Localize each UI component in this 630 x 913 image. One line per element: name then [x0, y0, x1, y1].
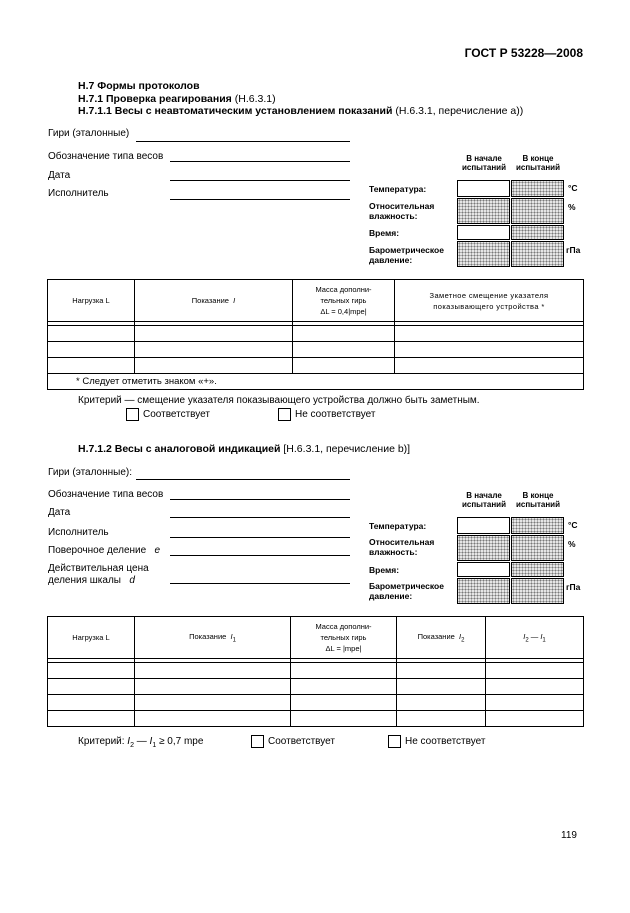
scale-type-label: Обозначение типа весов — [48, 151, 164, 162]
table-row — [48, 663, 584, 679]
table-cell[interactable] — [395, 358, 584, 374]
env2-pressure-end[interactable] — [511, 578, 564, 604]
date-label: Дата — [48, 170, 71, 181]
env2-unit-press: гПа — [566, 582, 581, 592]
table-cell[interactable] — [48, 358, 135, 374]
env2-pressure-label: Барометрическое давление: — [369, 581, 444, 601]
env2-unit-temp: °C — [568, 520, 578, 530]
scale-type2-label: Обозначение типа весов — [48, 489, 164, 500]
table-cell[interactable] — [397, 711, 486, 727]
criterion2-no-label: Не соответствует — [405, 736, 486, 747]
criterion2-yes-checkbox[interactable] — [251, 735, 264, 748]
executor2-label: Исполнитель — [48, 527, 109, 538]
weights-label: Гири (эталонные) — [48, 128, 130, 139]
env-humidity-label: Относительная влажность: — [369, 201, 435, 221]
table-row — [48, 358, 584, 374]
response-table-1 — [47, 279, 584, 390]
section-h711-title — [78, 105, 523, 118]
table-row — [48, 679, 584, 695]
table1-col-shift: Заметное смещение указателя показывающего устройства * — [395, 280, 584, 322]
section-h712-text: Н.7.1.2 Весы с аналоговой индикацией — [78, 443, 281, 455]
table-cell[interactable] — [395, 342, 584, 358]
table-cell[interactable] — [135, 663, 291, 679]
env-time-end[interactable] — [511, 225, 564, 240]
table-cell[interactable] — [395, 326, 584, 342]
criterion1-yes-label: Соответствует — [143, 409, 210, 420]
env-pressure-end[interactable] — [511, 241, 564, 267]
env-unit-press: гПа — [566, 245, 581, 255]
env-temperature-start[interactable] — [457, 180, 510, 197]
table1-col-reading: Показание I — [135, 280, 293, 322]
standard-code: ГОСТ Р 53228—2008 — [464, 46, 583, 60]
env2-temperature-label: Температура: — [369, 521, 427, 531]
env2-head-start: В начале испытаний — [461, 491, 507, 509]
env-unit-temp: °C — [568, 183, 578, 193]
env-time-start[interactable] — [457, 225, 510, 240]
table-cell[interactable] — [291, 711, 397, 727]
env-head-end: В конце испытаний — [515, 154, 561, 172]
weights-field[interactable] — [136, 141, 350, 142]
date2-field[interactable] — [170, 517, 350, 518]
table-cell[interactable] — [291, 679, 397, 695]
table-row — [48, 711, 584, 727]
weights2-label: Гири (эталонные): — [48, 467, 133, 478]
table-cell[interactable] — [135, 358, 293, 374]
table-cell[interactable] — [135, 695, 291, 711]
actual-division-symbol: d — [129, 575, 135, 586]
table-row — [48, 326, 584, 342]
env2-humidity-start[interactable] — [457, 535, 510, 561]
table-cell[interactable] — [135, 679, 291, 695]
table1-footnote: * Следует отметить знаком «+». — [48, 374, 584, 390]
criterion1-no-checkbox[interactable] — [278, 408, 291, 421]
date-field[interactable] — [170, 180, 350, 181]
criterion2-yes-label: Соответствует — [268, 736, 335, 747]
table1-col-mass: Масса дополни- тельных гирь ΔL = 0,4|mpe| — [293, 280, 395, 322]
table2-col-load: Нагрузка L — [48, 617, 135, 659]
criterion1-no-label: Не соответствует — [295, 409, 376, 420]
env-humidity-start[interactable] — [457, 198, 510, 224]
table-cell[interactable] — [48, 679, 135, 695]
env2-head-end: В конце испытаний — [515, 491, 561, 509]
page-number: 119 — [561, 830, 577, 841]
executor-label: Исполнитель — [48, 188, 109, 199]
env-time-label: Время: — [369, 228, 400, 238]
actual-division-text: деления шкалы — [48, 575, 121, 586]
env2-unit-hum: % — [568, 539, 576, 549]
table1-col-load: Нагрузка L — [48, 280, 135, 322]
section-h711-text: Н.7.1.1 Весы с неавтоматическим установлением показаний — [78, 105, 393, 117]
actual-division-label-2 — [48, 575, 135, 586]
env-pressure-label: Барометрическое давление: — [369, 245, 444, 265]
table-cell[interactable] — [48, 326, 135, 342]
table-cell[interactable] — [48, 342, 135, 358]
env2-pressure-start[interactable] — [457, 578, 510, 604]
section-h712-ref: [Н.6.3.1, перечисление b)] — [283, 443, 411, 455]
env2-temperature-start[interactable] — [457, 517, 510, 534]
verification-division-text: Поверочное деление — [48, 545, 147, 556]
table-cell[interactable] — [293, 326, 395, 342]
table-cell[interactable] — [397, 679, 486, 695]
table-cell[interactable] — [293, 358, 395, 374]
env-pressure-start[interactable] — [457, 241, 510, 267]
section-h7-title: Н.7 Формы протоколов — [78, 80, 200, 92]
actual-division-label-1: Действительная цена — [48, 563, 149, 574]
table-cell[interactable] — [291, 663, 397, 679]
table-cell[interactable] — [486, 679, 584, 695]
env-unit-hum: % — [568, 202, 576, 212]
env-head-start: В начале испытаний — [461, 154, 507, 172]
executor2-field[interactable] — [170, 537, 350, 538]
table-cell[interactable] — [135, 326, 293, 342]
verification-division-label — [48, 545, 160, 556]
criterion2-text: Критерий: $I_2$ — $I_1 \ge 0,7$ mpe — [78, 736, 204, 749]
table-cell[interactable] — [397, 695, 486, 711]
table-cell[interactable] — [397, 663, 486, 679]
env-temperature-end[interactable] — [511, 180, 564, 197]
section-h711-ref: (Н.6.3.1, перечисление а)) — [395, 105, 524, 117]
env2-humidity-label: Относительная влажность: — [369, 537, 435, 557]
section-h712-title — [78, 443, 410, 456]
env2-time-end[interactable] — [511, 562, 564, 577]
table-cell[interactable] — [135, 342, 293, 358]
table-cell[interactable] — [48, 695, 135, 711]
table-cell[interactable] — [135, 711, 291, 727]
env2-humidity-end[interactable] — [511, 535, 564, 561]
criterion1-text: Критерий — смещение указателя показывающего устройства должно быть заметным. — [78, 395, 480, 406]
response-table-2 — [47, 616, 584, 727]
env2-time-start[interactable] — [457, 562, 510, 577]
table-cell[interactable] — [291, 695, 397, 711]
table-cell[interactable] — [486, 663, 584, 679]
section-h71-ref: (Н.6.3.1) — [234, 93, 276, 105]
env2-temperature-end[interactable] — [511, 517, 564, 534]
table-cell[interactable] — [293, 342, 395, 358]
table2-col-reading2: Показание $I_2$ — [397, 617, 486, 659]
table-row — [48, 695, 584, 711]
verification-division-symbol: e — [154, 545, 161, 556]
env-temperature-label: Температура: — [369, 184, 427, 194]
table-cell[interactable] — [48, 663, 135, 679]
table2-col-mass: Масса дополни- тельных гирь ΔL = |mpe| — [291, 617, 397, 659]
table-cell[interactable] — [48, 711, 135, 727]
env-humidity-end[interactable] — [511, 198, 564, 224]
table-row — [48, 342, 584, 358]
date2-label: Дата — [48, 507, 71, 518]
criterion1-yes-checkbox[interactable] — [126, 408, 139, 421]
scale-type2-field[interactable] — [170, 499, 350, 500]
table-cell[interactable] — [486, 711, 584, 727]
table-cell[interactable] — [486, 695, 584, 711]
env2-time-label: Время: — [369, 565, 400, 575]
table2-col-diff: $I_2$ — $I_1$ — [486, 617, 584, 659]
table2-col-reading1: Показание $I_1$ — [135, 617, 291, 659]
criterion2-no-checkbox[interactable] — [388, 735, 401, 748]
section-h71-text: Н.7.1 Проверка реагирования — [78, 93, 232, 105]
weights2-field[interactable] — [136, 479, 350, 480]
actual-division-field[interactable] — [170, 583, 350, 584]
scale-type-field[interactable] — [170, 161, 350, 162]
executor-field[interactable] — [170, 199, 350, 200]
verification-division-field[interactable] — [170, 555, 350, 556]
